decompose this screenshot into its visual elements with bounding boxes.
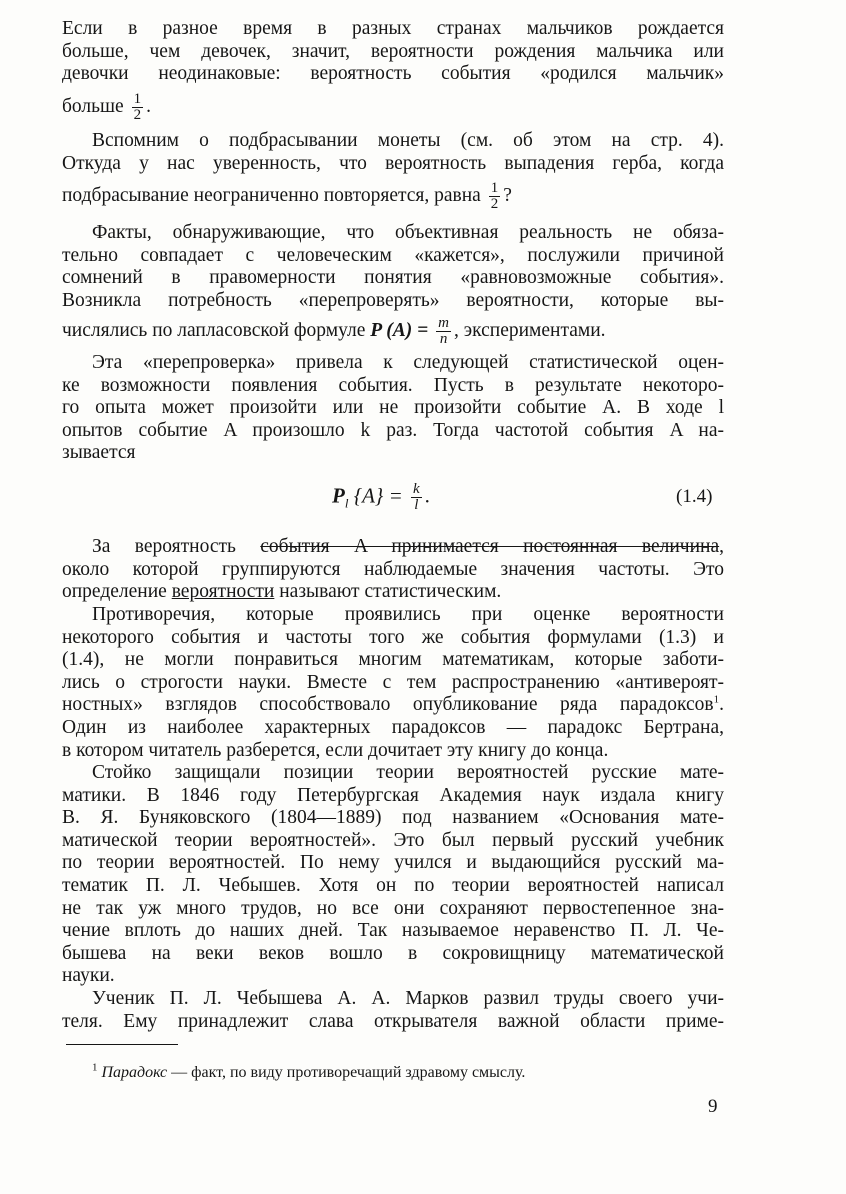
text-line: чение вплоть до наших дней. Так называемое неравенство П. Л. Че- [62, 920, 724, 942]
formula-subscript: l [344, 495, 349, 511]
page-number: 9 [708, 1096, 718, 1117]
text-line [62, 181, 724, 212]
text-fragment: . [146, 95, 151, 117]
text-line [62, 316, 724, 347]
footnote-term: Парадокс [101, 1064, 168, 1081]
text-line: опытов событие A произошло k раз. Тогда частотой события A на- [62, 419, 724, 441]
text-fragment: больше [62, 95, 124, 117]
text-line: некоторого события и частоты того же события формулами (1.3) и [62, 626, 724, 648]
text-line: Вспомним о подбрасывании монеты (см. об этом на стр. 4). [92, 130, 724, 151]
fraction-denominator: n [439, 331, 448, 348]
text-fragment: ? [503, 185, 512, 207]
text-line: Эта «перепроверка» привела к следующей статистической оцен- [92, 352, 724, 373]
equation-number: (1.4) [676, 486, 713, 507]
fraction-denominator: l [414, 497, 419, 513]
text-line: (1.4), не могли понравиться многим математикам, которые заботи- [62, 649, 724, 671]
text-line: в котором читатель разберется, если дочитает эту книгу до конца. [62, 739, 609, 761]
text-line: тельно совпадает с человеческим «кажется», послужили причиной [62, 244, 724, 266]
formula-expression [332, 482, 430, 513]
text-line: науки. [62, 965, 115, 987]
text-line: Один из наиболее характерных парадоксов — парадокс Бертрана, [62, 716, 724, 738]
text-fragment: определение [62, 581, 167, 603]
footnote-reference: 1 [713, 693, 720, 706]
text-fragment: ностных» взглядов способствовало опубликование ряда парадоксов [62, 694, 714, 716]
text-line: тематик П. Л. Чебышев. Хотя он по теории вероятностей написал [62, 874, 724, 896]
text-line: матической теории вероятностей». Это был первый русский учебник [62, 829, 724, 851]
paragraph-russian-mathematicians [62, 762, 724, 988]
underlined-text: вероятности [171, 581, 275, 603]
text-line: Возникла потребность «перепроверять» вероятности, которые вы- [62, 289, 724, 311]
footnote [92, 1061, 526, 1082]
text-line: Стойко защищали позиции теории вероятностей русские мате- [92, 762, 724, 783]
text-fragment: , [719, 536, 724, 557]
fraction-one-half [132, 92, 144, 123]
text-line: больше, чем девочек, значит, вероятности рождения мальчика или [62, 40, 724, 62]
text-line [62, 694, 724, 717]
text-line: по теории вероятностей. По нему учился и выдающийся русский ма- [62, 852, 724, 874]
text-fragment: называют статистическим. [279, 581, 502, 603]
text-line [62, 581, 724, 604]
text-line: Факты, обнаруживающие, что объективная реальность не обяза- [92, 222, 724, 243]
fraction-denominator: 2 [133, 106, 142, 123]
text-line: матики. В 1846 году Петербургская Академия наук издала книгу [62, 784, 724, 806]
text-line: сомнений в правомерности понятия «равновозможные события». [62, 267, 724, 289]
text-line: бышева на веки веков вошло в сокровищницу математической [62, 942, 724, 964]
footnote-text: — факт, по виду противоречащий здравому смыслу. [167, 1064, 526, 1081]
paragraph-laplace-formula [62, 222, 724, 347]
struck-out-text: события A принимается постоянная величина [260, 536, 720, 557]
formula-argument: {A} = [353, 483, 403, 508]
fraction-numerator: 1 [490, 180, 499, 197]
text-line: около которой группируются наблюдаемые значения частоты. Это [62, 558, 724, 580]
formula-period: . [424, 483, 430, 508]
text-fragment: За вероятность [92, 536, 236, 557]
formula-1-4 [0, 478, 846, 518]
text-fragment: числялись по лапласовской формуле [62, 320, 366, 342]
text-line: Откуда у нас уверенность, что вероятность выпадения герба, когда [62, 152, 724, 174]
text-line: В. Я. Буняковского (1804—1889) под названием «Основания мате- [62, 807, 724, 829]
fraction-one-half [489, 181, 501, 212]
paragraph-frequency-definition [62, 352, 724, 465]
text-line: ке возможности появления события. Пусть в результате некоторо- [62, 374, 724, 396]
footnote-marker: 1 [92, 1061, 98, 1074]
text-line: не так уж много трудов, но все они сохраняют первостепенное зна- [62, 897, 724, 919]
fraction-numerator: 1 [133, 90, 142, 107]
paragraph-boys-probability [62, 18, 724, 123]
footnote-divider [66, 1044, 178, 1045]
fraction-k-over-l [411, 482, 422, 513]
paragraph-statistical-definition [62, 536, 724, 604]
paragraph-markov [62, 988, 724, 1033]
text-line [62, 92, 724, 123]
laplace-formula-lhs: P (A) = [370, 320, 429, 342]
text-line: Противоречия, которые проявились при оценке вероятности [92, 604, 724, 625]
formula-symbol-p: P [332, 483, 345, 508]
text-line: го опыта может произойти или не произойти событие A. В ходе l [62, 397, 724, 419]
text-line: девочки неодинаковые: вероятность события «родился мальчик» [62, 63, 724, 85]
text-fragment: , экспериментами. [454, 320, 606, 342]
text-line: теля. Ему принадлежит слава открывателя важной области приме- [62, 1010, 724, 1032]
fraction-numerator: k [413, 481, 420, 497]
fraction-numerator: m [438, 315, 449, 332]
text-fragment: подбрасывание неограниченно повторяется, равна [62, 185, 481, 207]
paragraph-paradoxes [62, 604, 724, 762]
paragraph-coin-toss [62, 130, 724, 212]
text-line: зывается [62, 442, 136, 464]
text-line [62, 536, 724, 559]
fraction-denominator: 2 [490, 196, 499, 213]
text-line: Если в разное время в разных странах мальчиков рождается [62, 18, 724, 39]
text-line: лись о строгости науки. Вместе с тем распространению «антивероят- [62, 671, 724, 693]
text-line: Ученик П. Л. Чебышева А. А. Марков развил труды своего учи- [92, 988, 724, 1009]
text-fragment: . [719, 694, 724, 716]
fraction-m-over-n [436, 316, 451, 347]
